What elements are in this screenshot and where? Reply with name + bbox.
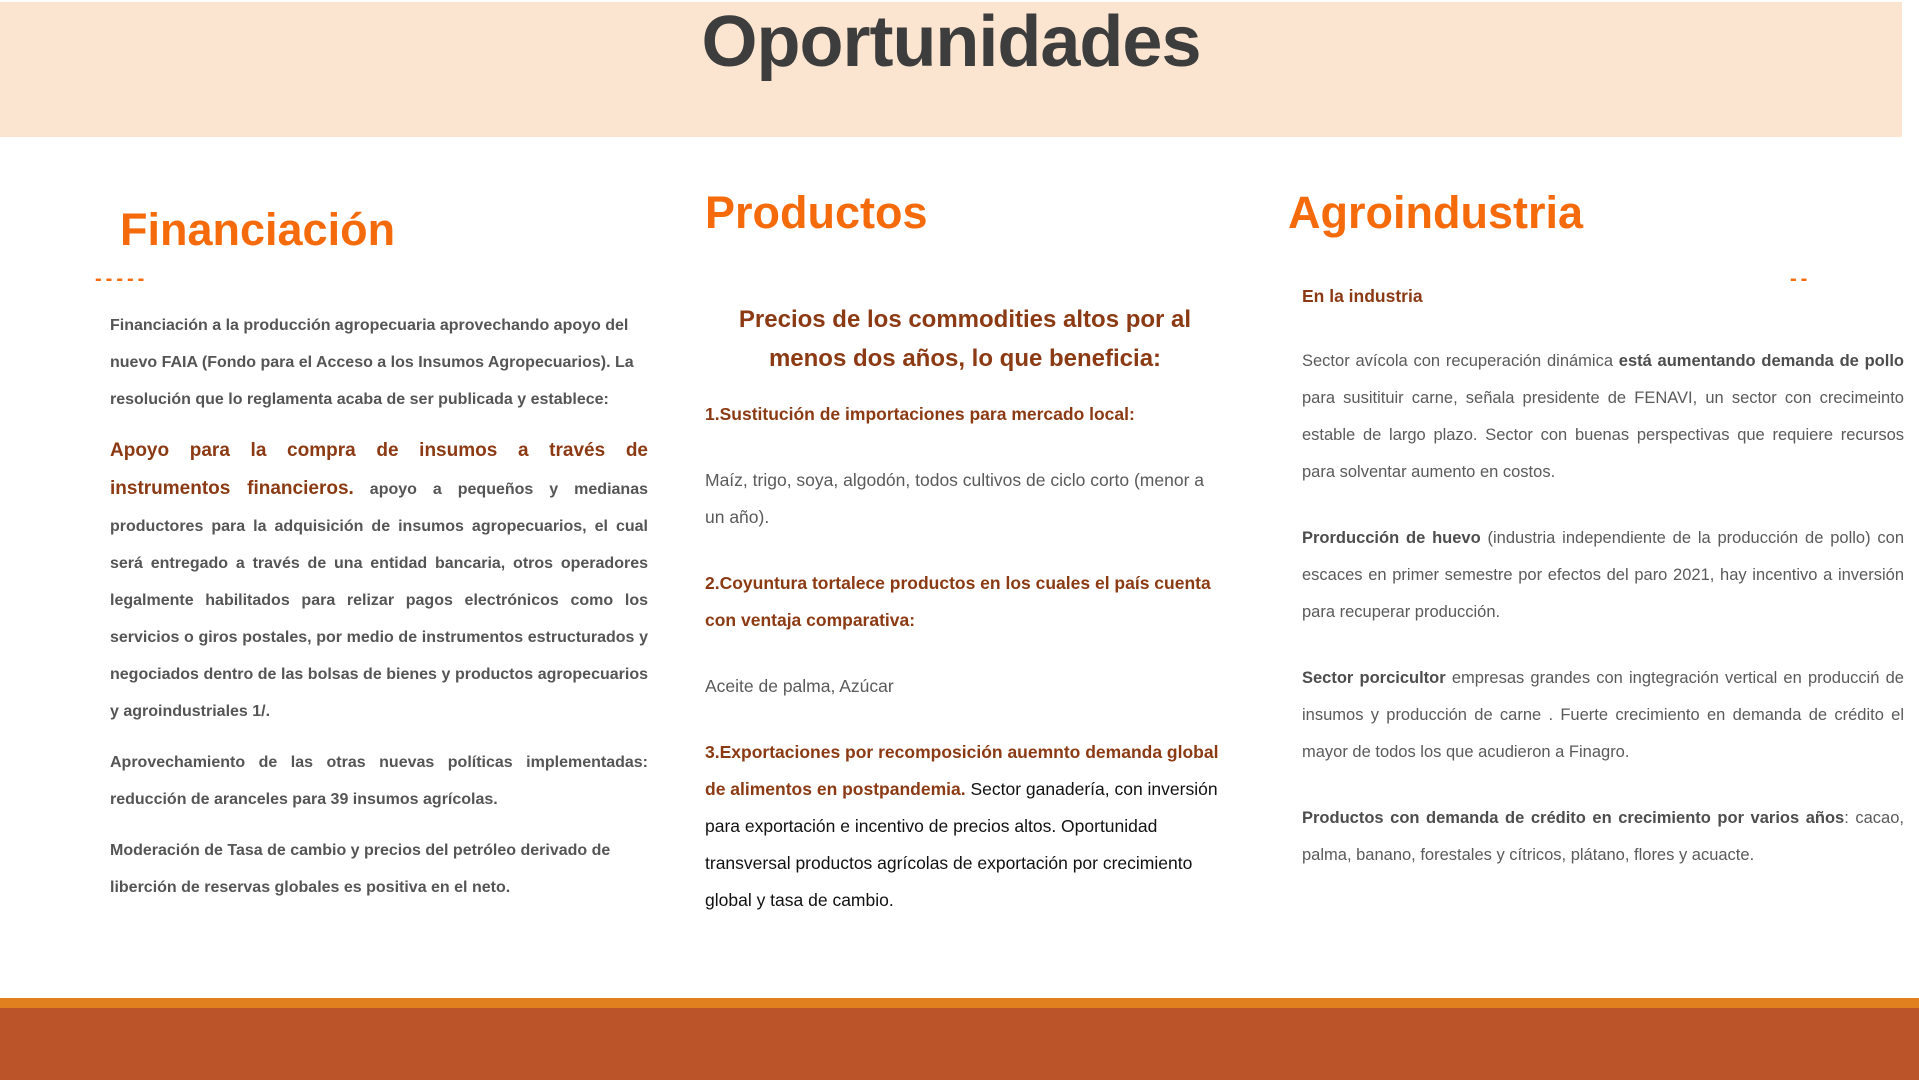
productos-item-3-heading: 3.Exportaciones por recomposición auemnto demanda global de alimentos en postpandemia. (705, 742, 1219, 799)
financiacion-paragraph-2 (110, 432, 648, 730)
productos-item-2-body: Aceite de palma, Azúcar (705, 676, 894, 696)
productos-heading: Productos (705, 187, 928, 238)
productos-intro: Precios de los commodities altos por al menos dos años, lo que beneficia: (738, 306, 1192, 372)
financiacion-column (110, 307, 648, 906)
agroindustria-subheading: En la industria (1302, 286, 1423, 306)
agroindustria-p4-bold: Productos con demanda de crédito en crecimiento por varios años (1302, 809, 1845, 827)
agroindustria-p1-bold: está aumentando demanda de pollo (1618, 352, 1904, 370)
agroindustria-p3-text: empresas grandes con ingtegración vertical en producciń de insumos y producción de carne . Fuerte crecimiento en demanda de crédito el mayor de todos los que acudieron a Finagro. (1302, 669, 1904, 761)
agroindustria-paragraph-4 (1302, 800, 1904, 874)
productos-item-1-heading: 1.Sustitución de importaciones para mercado local: (705, 404, 1135, 424)
financiacion-paragraph-4: Moderación de Tasa de cambio y precios del petróleo derivado de liberción de reservas globales es positiva en el neto. (110, 842, 611, 896)
title-banner (0, 2, 1902, 137)
productos-column (705, 300, 1225, 919)
agroindustria-p4-text: : cacao, palma, banano, forestales y cítricos, plátano, flores y acuacte. (1302, 809, 1904, 864)
financiacion-lead: Apoyo para la compra de insumos a través de instrumentos financieros. (110, 440, 648, 499)
footer-accent-line (0, 998, 1919, 1008)
agroindustria-paragraph-3 (1302, 660, 1904, 771)
financiacion-paragraph-2-rest: apoyo a pequeños y medianas productores para la adquisición de insumos agropecuarios, el cual será entregado a través de una entidad bancaria, otros operadores legalmente habilitados para relizar pagos electrónicos como los servicios o giros postales, por medio de instrumentos estructurados y negociados dentro de las bolsas de bienes y productos agropecuarios y agroindustriales 1/. (110, 481, 648, 720)
agroindustria-p1-text: Sector avícola con recuperación dinámica (1302, 352, 1619, 370)
footer-bar (0, 1008, 1919, 1080)
agroindustria-heading: Agroindustria (1288, 187, 1584, 238)
agroindustria-p2-bold: Prorducción de huevo (1302, 529, 1481, 547)
agroindustria-p1-text-2: para susitituir carne, señala presidente de FENAVI, un sector con crecimeinto estable de largo plazo. Sector con buenas perspectivas que requiere recursos para solventar aumento en costos. (1302, 389, 1904, 481)
agroindustria-column (1302, 278, 1904, 903)
agroindustria-dashes: -- (1790, 268, 1812, 290)
financiacion-heading: Financiación (120, 204, 396, 255)
financiacion-dashes: ----- (95, 268, 149, 290)
agroindustria-paragraph-2 (1302, 520, 1904, 631)
financiacion-paragraph-3: Aprovechamiento de las otras nuevas políticas implementadas: reducción de aranceles para 39 insumos agrícolas. (110, 754, 648, 808)
productos-item-1-body: Maíz, trigo, soya, algodón, todos cultivos de ciclo corto (menor a un año). (705, 470, 1204, 527)
financiacion-paragraph-1: Financiación a la producción agropecuaria aprovechando apoyo del nuevo FAIA (Fondo para el Acceso a los Insumos Agropecuarios). La resolución que lo reglamenta acaba de ser publicada y establece: (110, 317, 634, 408)
agroindustria-p3-bold: Sector porcicultor (1302, 669, 1446, 687)
agroindustria-p2-text: (industria independiente de la producción de pollo) con escaces en primer semestre por efectos del paro 2021, hay incentivo a inversión para recuperar producción. (1302, 529, 1904, 621)
productos-item-3-body: Sector ganadería, con inversión para exportación e incentivo de precios altos. Oportunidad transversal productos agrícolas de exportación por crecimiento global y tasa de cambio. (705, 779, 1218, 910)
productos-item-3 (705, 734, 1225, 919)
agroindustria-paragraph-1 (1302, 343, 1904, 491)
productos-item-2-heading: 2.Coyuntura tortalece productos en los cuales el país cuenta con ventaja comparativa: (705, 573, 1211, 630)
page-title: Oportunidades (701, 2, 1201, 82)
